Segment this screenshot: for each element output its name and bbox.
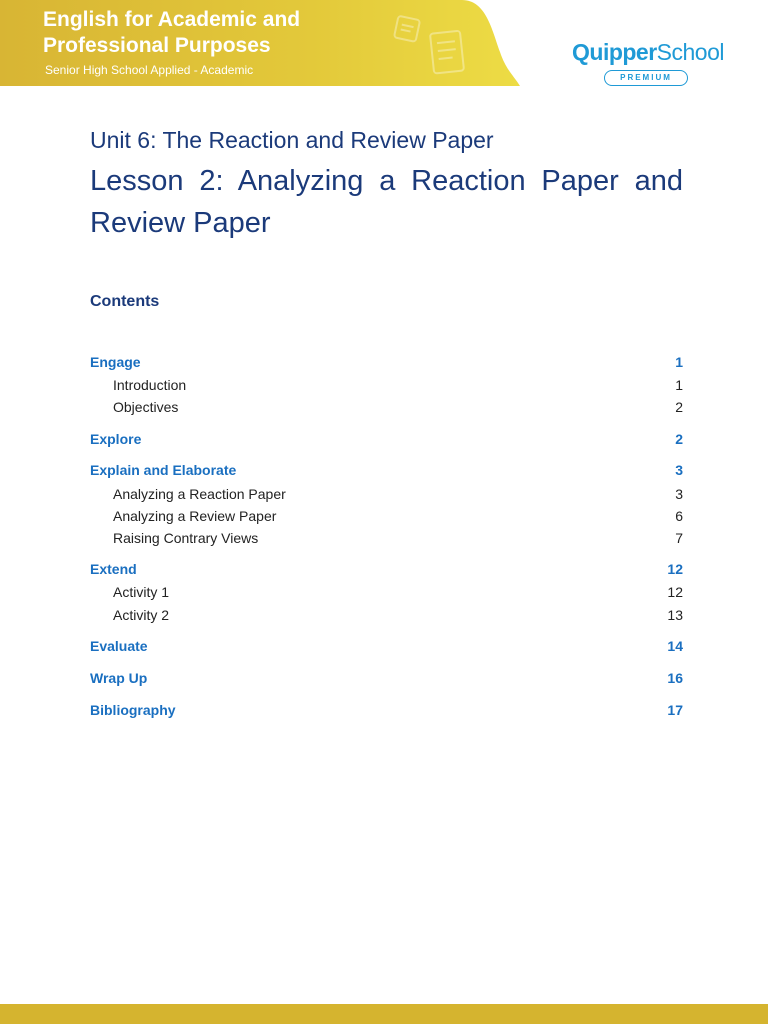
toc-subsection-item[interactable]	[90, 375, 683, 395]
toc-section-item[interactable]	[90, 700, 683, 720]
toc-section-item[interactable]	[90, 668, 683, 688]
toc-item-label: Explain and Elaborate	[90, 462, 237, 478]
toc-item-page-number: 14	[667, 638, 683, 654]
logo-school: School	[656, 39, 724, 65]
toc-item-label: Activity 1	[113, 584, 170, 600]
toc-item-page-number: 6	[675, 508, 683, 524]
toc-item-page-number: 12	[667, 561, 683, 577]
toc-item-page-number: 1	[675, 354, 683, 370]
toc-item-label: Explore	[90, 431, 142, 447]
toc-subsection-item[interactable]	[90, 582, 683, 602]
toc-item-page-number: 12	[667, 584, 683, 600]
logo-quipper: Quipper	[572, 39, 657, 65]
toc-item-label: Activity 2	[113, 607, 170, 623]
toc-item-page-number: 17	[667, 702, 683, 718]
toc-subsection-item[interactable]	[90, 528, 683, 548]
logo-wordmark	[572, 38, 732, 66]
toc-item-page-number: 1	[675, 377, 683, 393]
toc-item-label: Analyzing a Review Paper	[113, 508, 277, 524]
toc-subsection-item[interactable]	[90, 397, 683, 417]
toc-section-item[interactable]	[90, 559, 683, 579]
course-subtitle: Senior High School Applied - Academic	[45, 63, 254, 77]
toc-item-label: Evaluate	[90, 638, 148, 654]
toc-item-label: Engage	[90, 354, 141, 370]
course-title: English for Academic and Professional Purposes	[43, 8, 301, 57]
toc-section-item[interactable]	[90, 352, 683, 372]
toc-item-page-number: 3	[675, 462, 683, 478]
toc-item-label: Wrap Up	[90, 670, 148, 686]
unit-title: Unit 6: The Reaction and Review Paper	[90, 127, 494, 153]
toc-subsection-item[interactable]	[90, 484, 683, 504]
toc-item-page-number: 7	[675, 530, 683, 546]
toc-section-item[interactable]	[90, 636, 683, 656]
contents-heading: Contents	[90, 293, 160, 310]
toc-item-page-number: 3	[675, 486, 683, 502]
quipper-school-logo	[572, 38, 732, 86]
toc-item-page-number: 16	[667, 670, 683, 686]
toc-item-label: Raising Contrary Views	[113, 530, 259, 546]
toc-section-item[interactable]	[90, 429, 683, 449]
toc-item-page-number: 2	[675, 431, 683, 447]
toc-item-label: Bibliography	[90, 702, 176, 718]
toc-item-label: Introduction	[113, 377, 187, 393]
toc-item-label: Extend	[90, 561, 137, 577]
toc-section-item[interactable]	[90, 460, 683, 480]
toc-subsection-item[interactable]	[90, 506, 683, 526]
footer-band	[0, 1004, 768, 1024]
toc-item-page-number: 13	[667, 607, 683, 623]
lesson-title: Lesson 2: Analyzing a Reaction Paper and Review Paper	[90, 165, 683, 239]
toc-item-label: Objectives	[113, 399, 179, 415]
toc-item-label: Analyzing a Reaction Paper	[113, 486, 286, 502]
toc-item-page-number: 2	[675, 399, 683, 415]
premium-badge: PREMIUM	[604, 70, 688, 86]
toc-subsection-item[interactable]	[90, 605, 683, 625]
